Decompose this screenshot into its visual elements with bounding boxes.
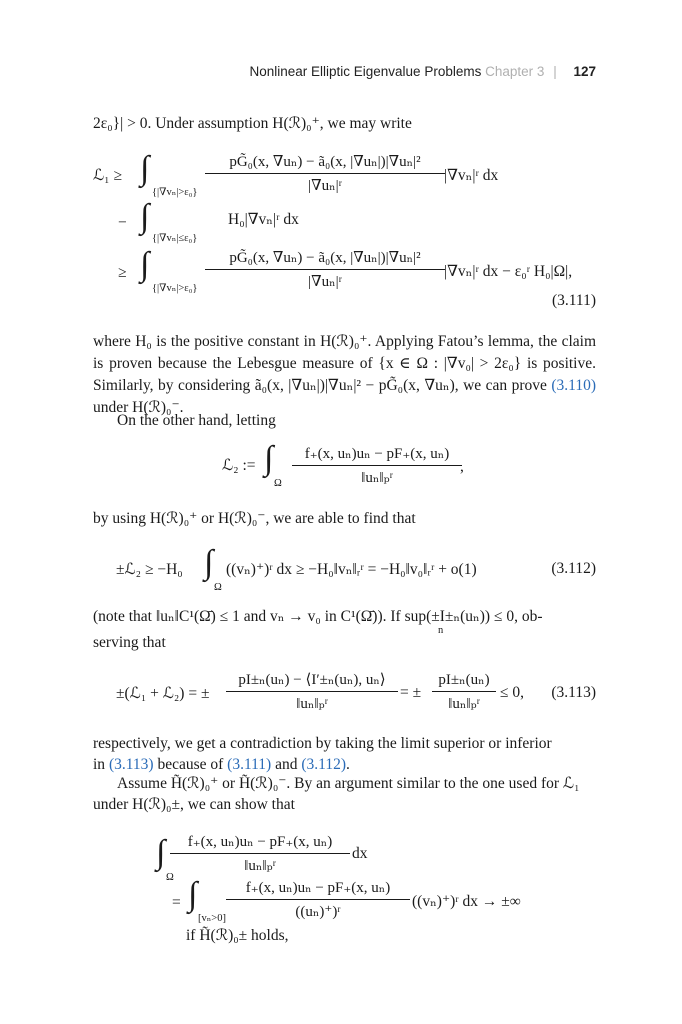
eq-last-equals: = <box>172 894 181 911</box>
ref-3-111[interactable]: (3.111) <box>227 756 272 773</box>
eq111-frac3-denominator: |∇uₙ|ʳ <box>308 274 342 290</box>
eq112-domain: Ω <box>214 582 222 593</box>
eq111-frac1-denominator: |∇uₙ|ʳ <box>308 178 342 194</box>
text-respectively: respectively, we get a contradiction by taking the limit superior or inferior <box>93 735 552 752</box>
text-and: and <box>271 756 302 773</box>
sup-subscript: n <box>438 625 444 636</box>
eq111-domain-2: {|∇vₙ|≤ε₀} <box>152 233 198 244</box>
chapter-number: 3 <box>536 64 545 79</box>
eq-last-frac1-numerator: f₊(x, uₙ)uₙ − pF₊(x, uₙ) <box>187 834 333 850</box>
text-in: in <box>93 756 109 773</box>
integral-sign: ∫ <box>140 198 150 235</box>
eq112-rhs: ((vₙ)⁺)ʳ dx ≥ −H₀‖vₙ‖ᵣʳ = −H₀‖v₀‖ᵣʳ + o(1) <box>226 561 477 578</box>
eq111-term1-tail: |∇vₙ|ʳ dx <box>444 167 499 184</box>
eq113-tail: ≤ 0, <box>500 684 525 701</box>
eqL2-numerator: f₊(x, uₙ)uₙ − pF₊(x, uₙ) <box>304 446 450 462</box>
page-number: 127 <box>573 64 596 79</box>
text-serving-that: serving that <box>93 634 166 651</box>
paragraph-fatou-last-pre: prove <box>511 377 552 394</box>
eq113-frac2-numerator: pI±ₙ(uₙ) <box>438 672 490 688</box>
book-title: Nonlinear Elliptic Eigenvalue Problems <box>249 64 482 79</box>
text-because-of: because of <box>153 756 228 773</box>
integral-sign: ∫ <box>204 544 214 581</box>
paragraph-fatou-last-post: under H(ℛ)₀⁻. <box>93 399 184 416</box>
eq-last-dx: dx <box>352 845 368 862</box>
eq-last-fraction-1 <box>170 832 350 875</box>
eqL2-domain: Ω <box>274 478 282 489</box>
eq111-term2: H₀|∇vₙ|ʳ dx <box>228 211 299 228</box>
chapter-label: Chapter <box>485 64 534 79</box>
eq111-frac1-numerator: pG̃₀(x, ∇uₙ) − ã₀(x, |∇uₙ|)|∇uₙ|² <box>229 154 421 170</box>
eq-last-fraction-2 <box>226 878 410 921</box>
text-by-using: by using H(ℛ)₀⁺ or H(ℛ)₀⁻, we are able to find that <box>93 510 416 527</box>
eq111-term3-tail: |∇vₙ|ʳ dx − ε₀ʳ H₀|Ω|, <box>444 263 573 280</box>
eq113-fraction-1 <box>226 670 398 713</box>
eq-last-tail: ((vₙ)⁺)ʳ dx → ±∞ <box>412 893 521 910</box>
paragraph-fatou-text: where H₀ is the positive constant in H(ℛ)₀⁺. Applying Fatou’s lemma, the claim is proven because the Lebesgue measure of {x ∈ Ω : |∇v₀| > 2ε₀} is positive. Similarly, by considering ã₀(x, |∇uₙ|)|∇uₙ|² − pG̃₀(x, ∇uₙ), we can <box>93 333 596 394</box>
eqL2-lhs: ℒ₂ := <box>222 457 256 474</box>
text-under: under H(ℛ)₀±, we can show that <box>93 796 295 813</box>
eq-last-frac1-denominator: ‖uₙ‖ₚʳ <box>244 858 276 874</box>
eq-last-frac2-numerator: f₊(x, uₙ)uₙ − pF₊(x, uₙ) <box>245 880 391 896</box>
eq111-domain-1: {|∇vₙ|>ε₀} <box>152 187 198 198</box>
text-assume: Assume H̃(ℛ)₀⁺ or H̃(ℛ)₀⁻. By an argument similar to the one used for ℒ₁ <box>117 775 580 792</box>
eq113-mid: = ± <box>400 684 422 701</box>
eq113-lhs: ±(ℒ₁ + ℒ₂) = ± <box>116 685 210 702</box>
text-line-1: 2ε₀}| > 0. Under assumption H(ℛ)₀⁺, we may write <box>93 115 412 132</box>
eq111-domain-3: {|∇vₙ|>ε₀} <box>152 283 198 294</box>
eq-last-domain-1: Ω <box>166 872 174 883</box>
eq111-frac3-numerator: pG̃₀(x, ∇uₙ) − ã₀(x, |∇uₙ|)|∇uₙ|² <box>229 250 421 266</box>
header-separator: | <box>553 64 557 79</box>
eq111-fraction-1 <box>205 152 445 195</box>
equation-number-3-112: (3.112) <box>551 560 596 577</box>
ref-3-112[interactable]: (3.112) <box>301 756 346 773</box>
equation-number-3-111: (3.111) <box>551 292 596 309</box>
eq111-geq: ≥ <box>118 264 127 281</box>
integral-sign: ∫ <box>140 246 150 283</box>
integral-sign: ∫ <box>156 834 166 871</box>
eq111-minus: − <box>118 214 127 231</box>
eq-last-condition: if H̃(ℛ)₀± holds, <box>186 927 289 944</box>
integral-sign: ∫ <box>140 150 150 187</box>
eqL2-comma: , <box>460 458 464 475</box>
eqL2-fraction <box>292 444 462 487</box>
eq113-frac2-denominator: ‖uₙ‖ₚʳ <box>448 696 480 712</box>
text-note-that: (note that ‖uₙ‖C¹(Ω̄) ≤ 1 and vₙ → v₀ in C¹(Ω̄)). If sup(±I±ₙ(uₙ)) ≤ 0, ob- <box>93 608 543 625</box>
eq-last-domain-2: [vₙ>0] <box>198 913 226 924</box>
integral-sign: ∫ <box>188 876 198 913</box>
eq111-lhs: ℒ₁ ≥ <box>93 167 122 184</box>
eq112-lhs: ±ℒ₂ ≥ −H₀ <box>116 561 183 578</box>
eq113-frac1-numerator: pI±ₙ(uₙ) − ⟨I′±ₙ(uₙ), uₙ⟩ <box>238 672 386 688</box>
eq-last-frac2-denominator: ((uₙ)⁺)ʳ <box>295 904 341 920</box>
eqL2-denominator: ‖uₙ‖ₚʳ <box>361 470 393 486</box>
eq113-fraction-2 <box>432 670 496 713</box>
running-header <box>249 64 596 79</box>
integral-sign: ∫ <box>264 440 274 477</box>
eq113-frac1-denominator: ‖uₙ‖ₚʳ <box>296 696 328 712</box>
ref-3-113[interactable]: (3.113) <box>108 756 154 773</box>
text-on-the-other-hand: On the other hand, letting <box>117 412 276 429</box>
eq111-fraction-3 <box>205 248 445 291</box>
text-period: . <box>345 756 350 773</box>
text-contradiction-refs <box>93 756 350 774</box>
ref-3-110[interactable]: (3.110) <box>551 377 597 394</box>
paragraph-fatou <box>93 331 596 419</box>
equation-number-3-113: (3.113) <box>551 684 596 701</box>
